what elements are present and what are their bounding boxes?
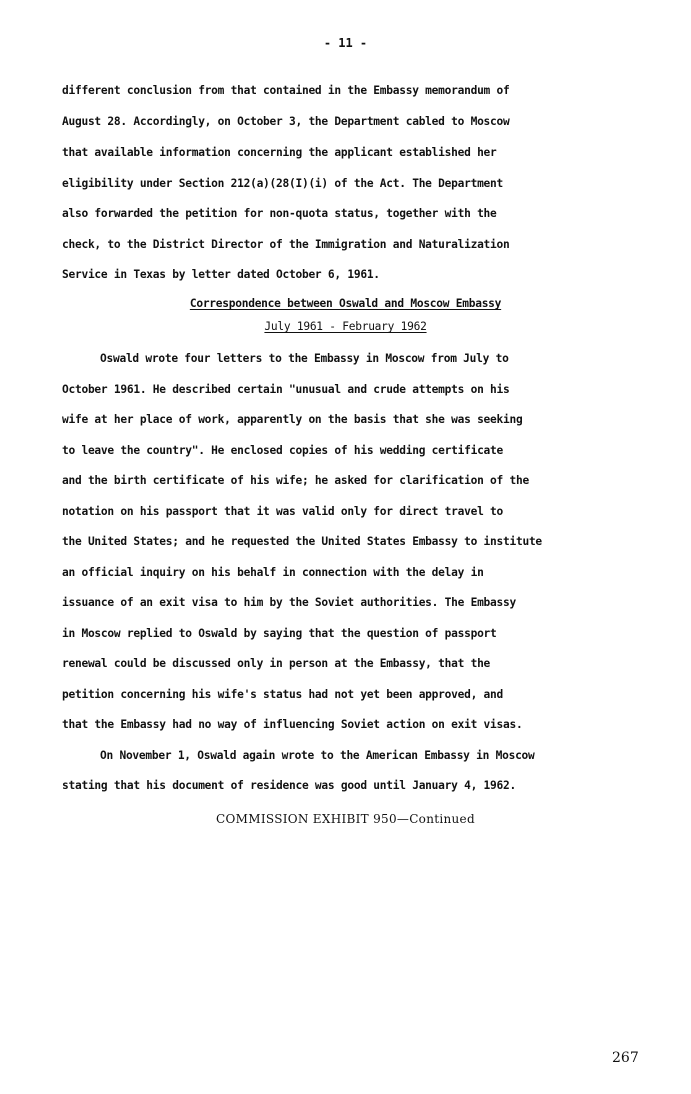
- exhibit-caption: COMMISSION EXHIBIT 950—Continued: [216, 812, 475, 826]
- paragraph-3-line-1: On November 1, Oswald again wrote to the American Embassy in Moscow: [100, 749, 535, 762]
- paragraph-1-line-7: Service in Texas by letter dated October 6, 1961.: [62, 268, 380, 281]
- paragraph-1-line-5: also forwarded the petition for non-quota status, together with the: [62, 207, 497, 220]
- paragraph-2-line-2: October 1961. He described certain "unusual and crude attempts on his: [62, 383, 510, 396]
- page-number: 267: [612, 1050, 639, 1066]
- paragraph-2-line-5: and the birth certificate of his wife; he asked for clarification of the: [62, 474, 529, 487]
- paragraph-2-line-13: that the Embassy had no way of influencing Soviet action on exit visas.: [62, 718, 523, 731]
- paragraph-2-line-4: to leave the country". He enclosed copies of his wedding certificate: [62, 444, 504, 457]
- page-marker: - 11 -: [323, 36, 368, 50]
- paragraph-1-line-3: that available information concerning the applicant established her: [62, 146, 497, 159]
- paragraph-2-line-6: notation on his passport that it was valid only for direct travel to: [62, 505, 504, 518]
- paragraph-2-line-7: the United States; and he requested the United States Embassy to institute: [62, 535, 542, 548]
- paragraph-2-line-1: Oswald wrote four letters to the Embassy in Moscow from July to: [100, 352, 509, 365]
- paragraph-1-line-6: check, to the District Director of the Immigration and Naturalization: [62, 238, 510, 251]
- paragraph-1-line-1: different conclusion from that contained in the Embassy memorandum of: [62, 84, 510, 97]
- section-heading-title-text: Correspondence between Oswald and Moscow Embassy: [189, 297, 502, 310]
- paragraph-1-line-2: August 28. Accordingly, on October 3, the Department cabled to Moscow: [62, 115, 510, 128]
- paragraph-1-line-4: eligibility under Section 212(a)(28(I)(i) of the Act. The Department: [62, 177, 504, 190]
- paragraph-2-line-8: an official inquiry on his behalf in connection with the delay in: [62, 566, 484, 579]
- section-heading-title: [0, 297, 691, 310]
- section-heading-dates-text: July 1961 - February 1962: [264, 320, 427, 333]
- paragraph-2-line-3: wife at her place of work, apparently on the basis that she was seeking: [62, 413, 523, 426]
- paragraph-3-line-2: stating that his document of residence was good until January 4, 1962.: [62, 779, 516, 792]
- paragraph-2-line-12: petition concerning his wife's status had not yet been approved, and: [62, 688, 504, 701]
- paragraph-2-line-9: issuance of an exit visa to him by the Soviet authorities. The Embassy: [62, 596, 516, 609]
- section-heading-dates: [0, 320, 691, 333]
- paragraph-2-line-11: renewal could be discussed only in person at the Embassy, that the: [62, 657, 491, 670]
- paragraph-2-line-10: in Moscow replied to Oswald by saying that the question of passport: [62, 627, 497, 640]
